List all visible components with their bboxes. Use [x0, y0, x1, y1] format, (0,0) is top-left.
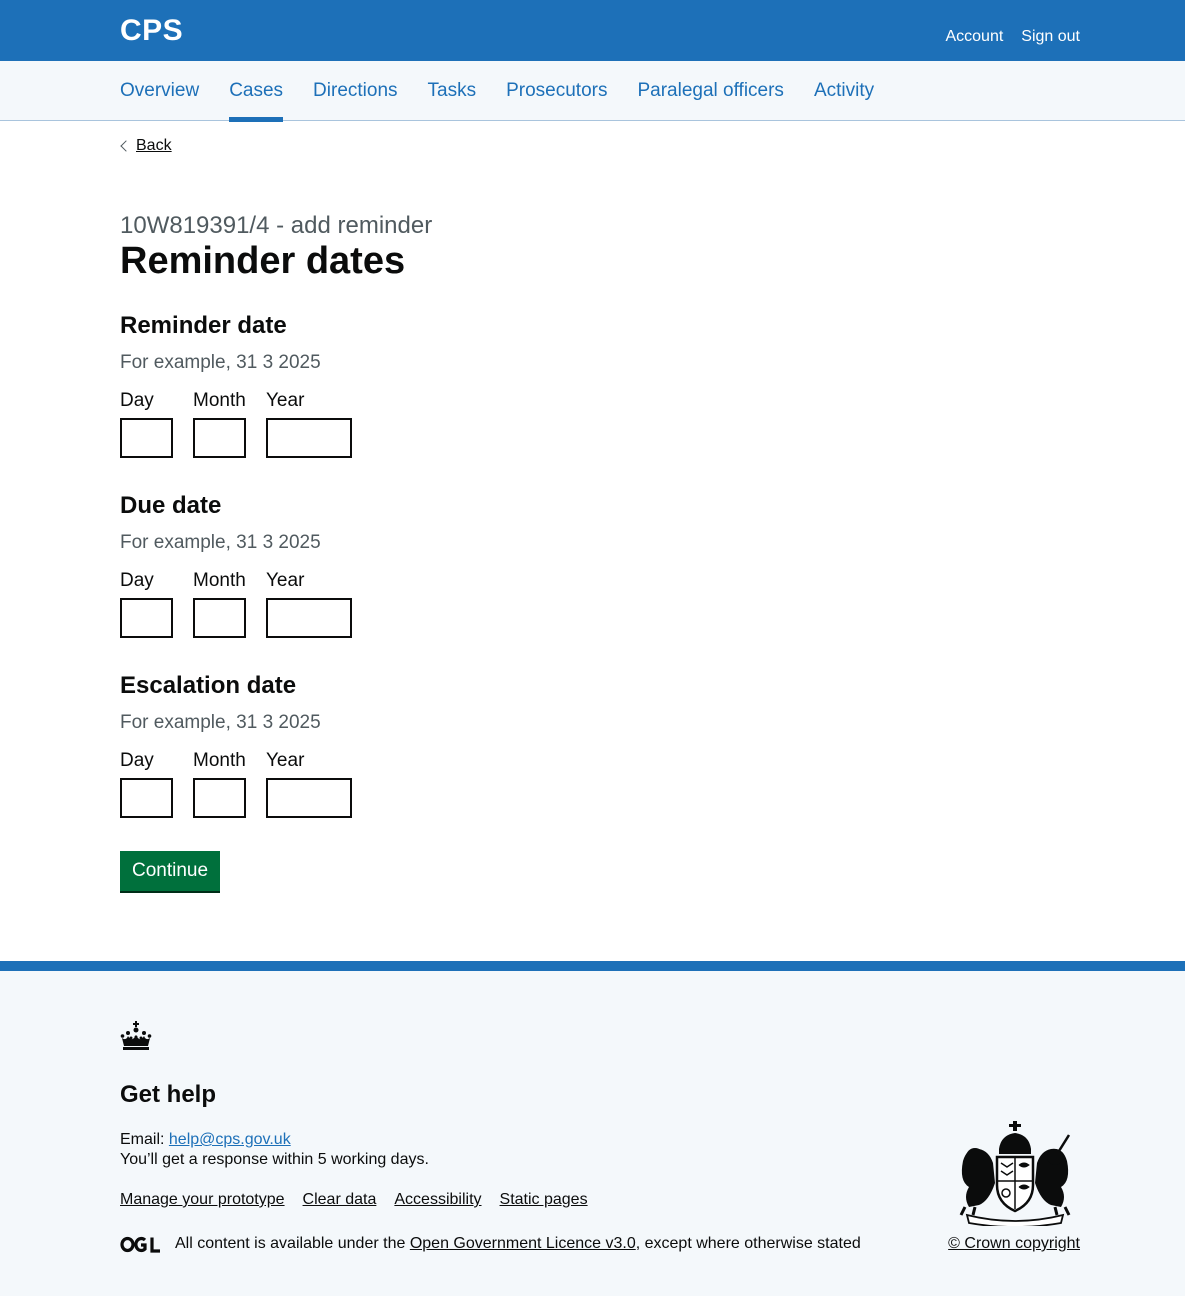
- response-time-text: You’ll get a response within 5 working days.: [120, 1151, 429, 1168]
- back-link-label: Back: [136, 137, 172, 154]
- nav-item-cases[interactable]: Cases: [229, 61, 283, 121]
- help-email-line: [120, 1131, 291, 1149]
- continue-button[interactable]: Continue: [120, 851, 220, 891]
- nav-item-prosecutors[interactable]: Prosecutors: [506, 80, 608, 101]
- footer-links: [120, 1191, 588, 1209]
- nav-item-directions[interactable]: Directions: [313, 80, 398, 101]
- reminder-date-group: [120, 312, 620, 458]
- due-year-input[interactable]: [266, 598, 352, 638]
- due-date-group: [120, 492, 620, 638]
- manage-prototype-link[interactable]: Manage your prototype: [120, 1191, 285, 1208]
- due-date-fields: [120, 570, 620, 638]
- ogl-licence-link[interactable]: Open Government Licence v3.0: [409, 1235, 636, 1252]
- crown-copyright-link[interactable]: © Crown copyright: [948, 1235, 1080, 1252]
- nav-list: [120, 61, 904, 121]
- escalation-day-input[interactable]: [120, 778, 173, 818]
- reminder-day-input[interactable]: [120, 418, 173, 458]
- escalation-day-label: Day: [120, 750, 154, 771]
- get-help-heading: Get help: [120, 1081, 217, 1108]
- escalation-date-hint: For example, 31 3 2025: [120, 712, 321, 733]
- header-links: [945, 28, 1080, 46]
- back-link[interactable]: [120, 137, 172, 155]
- crown-icon: [120, 1021, 152, 1051]
- nav-item-paralegal-officers[interactable]: Paralegal officers: [637, 80, 784, 101]
- escalation-year-field: [266, 750, 352, 818]
- reminder-date-legend: Reminder date: [120, 312, 287, 339]
- reminder-month-input[interactable]: [193, 418, 246, 458]
- escalation-date-fields: [120, 750, 620, 818]
- sign-out-link[interactable]: Sign out: [1021, 28, 1080, 45]
- brand-logo[interactable]: CPS: [120, 14, 184, 47]
- accessibility-link[interactable]: Accessibility: [394, 1191, 482, 1208]
- help-email-link[interactable]: help@cps.gov.uk: [168, 1131, 291, 1148]
- reminder-date-fields: [120, 390, 620, 458]
- reminder-day-field: [120, 390, 173, 458]
- due-year-field: [266, 570, 352, 638]
- site-header: [0, 0, 1185, 61]
- page-title: Reminder dates: [120, 240, 406, 282]
- escalation-day-field: [120, 750, 173, 818]
- licence-statement: [120, 1235, 861, 1253]
- due-day-field: [120, 570, 173, 638]
- reminder-day-label: Day: [120, 390, 154, 411]
- escalation-date-group: [120, 672, 620, 818]
- due-day-input[interactable]: [120, 598, 173, 638]
- escalation-month-label: Month: [193, 750, 246, 771]
- reminder-month-label: Month: [193, 390, 246, 411]
- reminder-year-field: [266, 390, 352, 458]
- reminder-year-input[interactable]: [266, 418, 352, 458]
- due-month-label: Month: [193, 570, 246, 591]
- due-day-label: Day: [120, 570, 154, 591]
- licence-suffix: , except where otherwise stated: [635, 1235, 861, 1252]
- email-prefix: Email:: [120, 1131, 165, 1148]
- nav-item-tasks[interactable]: Tasks: [427, 80, 477, 101]
- reminder-date-hint: For example, 31 3 2025: [120, 352, 321, 373]
- escalation-month-field: [193, 750, 246, 818]
- ogl-logo-icon: [120, 1236, 161, 1253]
- reminder-year-label: Year: [266, 390, 305, 411]
- site-footer: [0, 961, 1185, 1296]
- escalation-year-label: Year: [266, 750, 305, 771]
- nav-item-overview[interactable]: Overview: [120, 80, 200, 101]
- page-caption: 10W819391/4 - add reminder: [120, 212, 433, 239]
- nav-item-activity[interactable]: Activity: [813, 80, 875, 101]
- due-year-label: Year: [266, 570, 305, 591]
- due-month-field: [193, 570, 246, 638]
- clear-data-link[interactable]: Clear data: [302, 1191, 377, 1208]
- escalation-month-input[interactable]: [193, 778, 246, 818]
- royal-coat-of-arms-icon: [955, 1121, 1075, 1226]
- escalation-date-legend: Escalation date: [120, 672, 297, 699]
- due-date-legend: Due date: [120, 492, 222, 519]
- account-link[interactable]: Account: [945, 28, 1004, 45]
- service-navigation: [0, 61, 1185, 121]
- due-date-hint: For example, 31 3 2025: [120, 532, 321, 553]
- static-pages-link[interactable]: Static pages: [499, 1191, 588, 1208]
- chevron-left-icon: [120, 139, 130, 153]
- due-month-input[interactable]: [193, 598, 246, 638]
- reminder-month-field: [193, 390, 246, 458]
- licence-prefix: All content is available under the: [175, 1235, 406, 1252]
- escalation-year-input[interactable]: [266, 778, 352, 818]
